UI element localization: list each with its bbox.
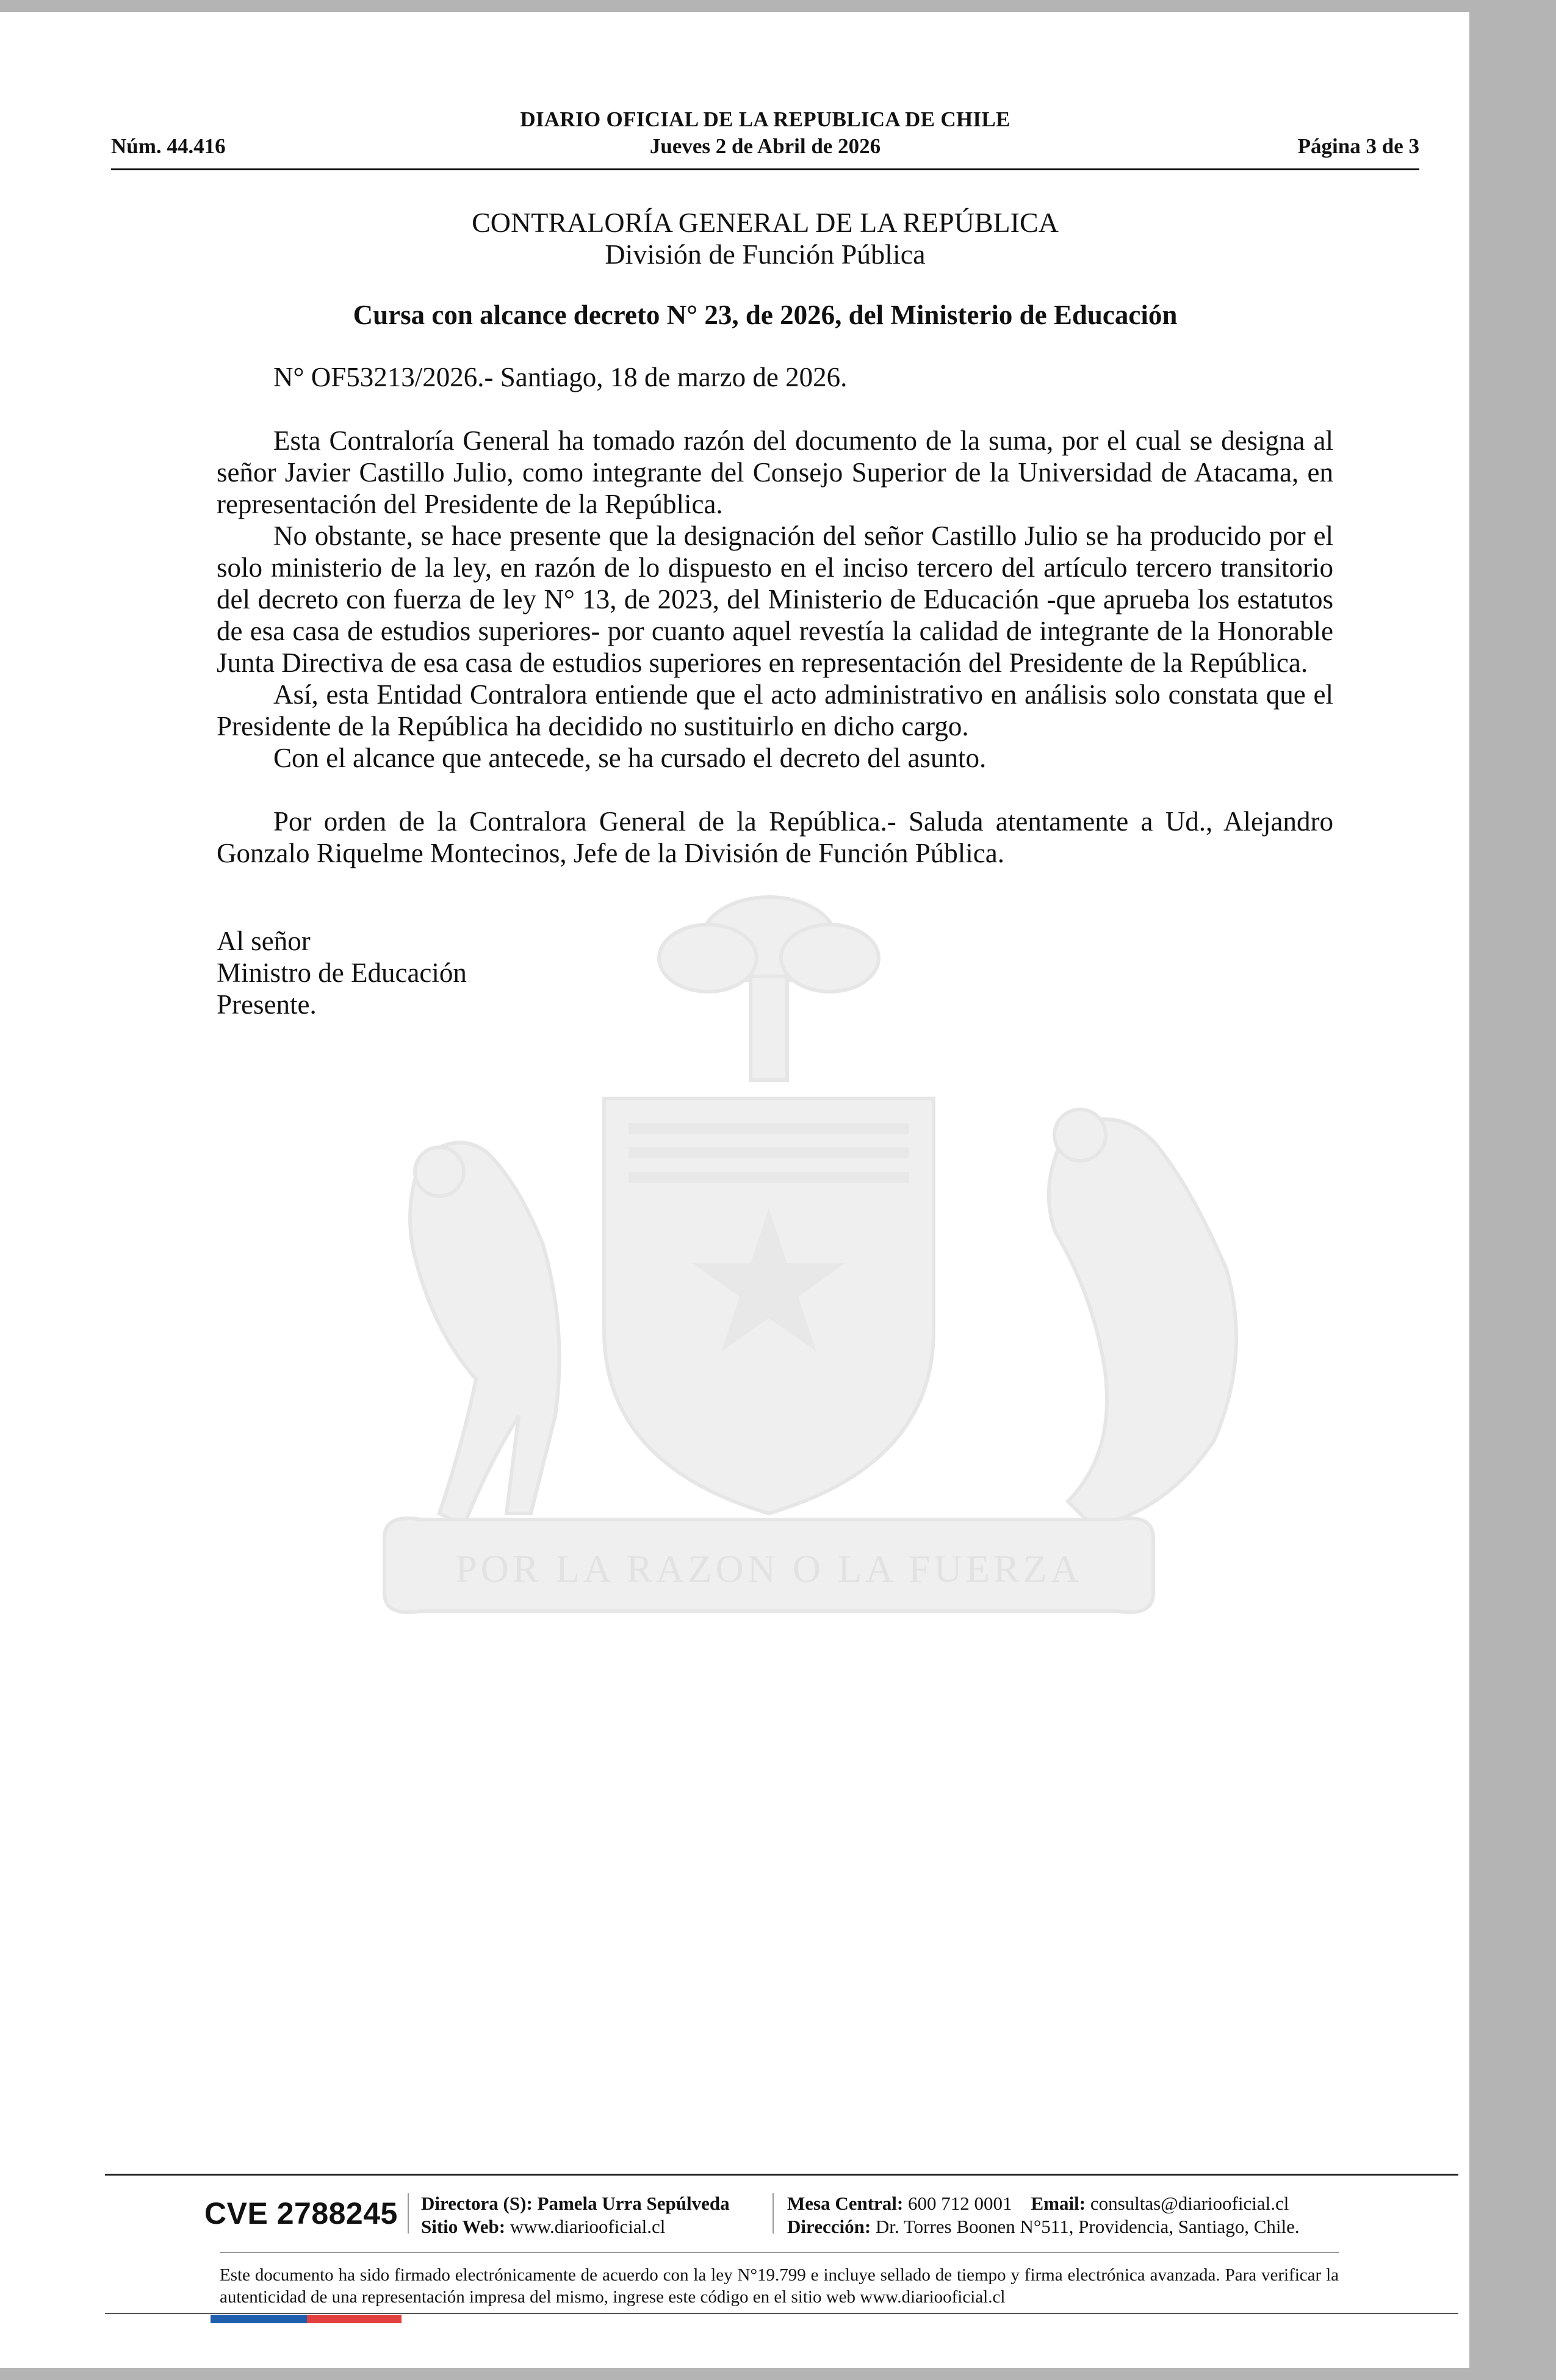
website-label: Sitio Web: <box>421 2216 506 2237</box>
page-indicator: Página 3 de 3 <box>1297 134 1419 158</box>
flag-stripe-blue <box>211 2315 307 2323</box>
address-label: Dirección: <box>787 2216 871 2237</box>
publication-title: DIARIO OFICIAL DE LA REPUBLICA DE CHILE <box>520 107 1010 131</box>
flag-stripe-red <box>307 2315 402 2323</box>
website-link[interactable]: www.diariooficial.cl <box>510 2216 666 2237</box>
footer-director-block <box>421 2192 730 2238</box>
body-paragraph: No obstante, se hace presente que la designación del señor Castillo Julio se ha producido por el solo ministerio de la ley, en razón de lo dispuesto en el inciso tercero del artículo tercero transitorio del decreto con fuerza de ley N° 13, de 2023, del Ministerio de Educación -que aprueba los estatutos de esa casa de estudios superiores- por cuanto aquel revestía la calidad de integrante de la Honorable Junta Directiva de esa casa de estudios superiores en representación del Presidente de la República. <box>217 521 1333 678</box>
masthead <box>111 96 1419 172</box>
body-paragraph: Esta Contraloría General ha tomado razón del documento de la suma, por el cual se designa al señor Javier Castillo Julio, como integrante del Consejo Superior de la Universidad de Atacama, en representación del Presidente de la República. <box>217 425 1333 519</box>
email-label: Email: <box>1031 2193 1086 2214</box>
issuer-division: División de Función Pública <box>605 239 926 270</box>
closing-paragraph: Por orden de la Contralora General de la República.- Saluda atentamente a Ud., Alejandro Gonzalo Riquelme Montecinos, Jefe de la División de Función Pública. <box>217 806 1333 868</box>
footer-separator <box>773 2193 774 2234</box>
masthead-rule <box>111 168 1419 170</box>
reference-line: N° OF53213/2026.- Santiago, 18 de marzo de 2026. <box>273 362 848 392</box>
phone-value: 600 712 0001 <box>908 2193 1012 2214</box>
addressee-closing: Presente. <box>217 989 317 1020</box>
body-paragraph: Con el alcance que antecede, se ha cursado el decreto del asunto. <box>273 743 987 773</box>
footer-contact-block <box>787 2192 1300 2238</box>
issue-number: Núm. 44.416 <box>111 134 226 158</box>
issuer-name: CONTRALORÍA GENERAL DE LA REPÚBLICA <box>472 207 1059 238</box>
addressee-salutation: Al señor <box>217 926 311 956</box>
email-link[interactable]: consultas@diariooficial.cl <box>1090 2193 1289 2214</box>
address-value: Dr. Torres Boonen N°511, Providencia, Santiago, Chile. <box>875 2216 1300 2237</box>
cve-code: CVE 2788245 <box>204 2196 398 2230</box>
footer-separator <box>408 2193 409 2234</box>
issue-date: Jueves 2 de Abril de 2026 <box>649 134 881 158</box>
director-label: Directora (S): <box>421 2193 533 2214</box>
body-paragraph: Así, esta Entidad Contralora entiende que el acto administrativo en análisis solo constata que el Presidente de la República ha decidido no sustituirlo en dicho cargo. <box>217 679 1333 741</box>
document-body <box>217 361 1333 869</box>
document-title: Cursa con alcance decreto N° 23, de 2026, del Ministerio de Educación <box>353 300 1178 330</box>
phone-label: Mesa Central: <box>787 2193 904 2214</box>
footer-divider <box>220 2252 1339 2253</box>
addressee-recipient: Ministro de Educación <box>217 957 467 988</box>
addressee-block <box>217 925 467 1020</box>
director-name: Pamela Urra Sepúlveda <box>537 2193 730 2214</box>
watermark-motto: POR LA RAZON O LA FUERZA <box>455 1547 1082 1590</box>
footer-top-rule <box>105 2174 1458 2176</box>
document-page <box>0 12 1469 2368</box>
footer-bottom-rule <box>105 2313 1458 2314</box>
legal-notice: Este documento ha sido firmado electrónicamente de acuerdo con la ley N°19.799 e incluye sellado de tiempo y firma electrónica avanzada. Para verificar la autenticidad de una representación impresa del mismo, ingrese este código en el sitio web www.diariooficial.cl <box>220 2265 1339 2307</box>
